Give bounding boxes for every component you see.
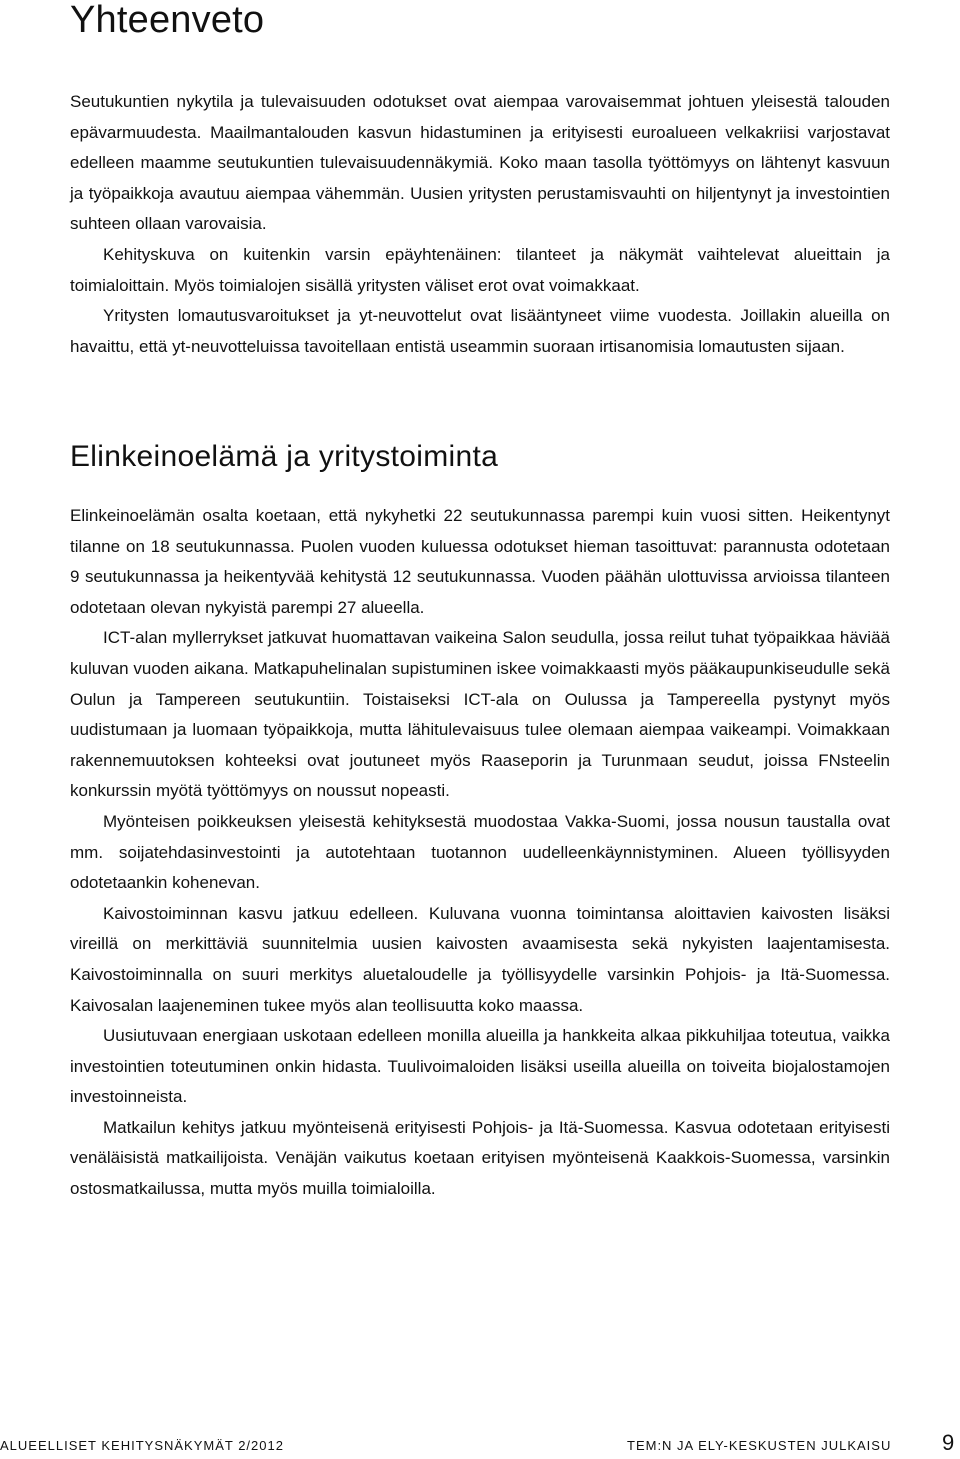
section-paragraph: Matkailun kehitys jatkuu myönteisenä erityisesti Pohjois- ja Itä-Suomessa. Kasvua odotetaan erityisesti venäläisistä matkailijoista. Venäjän vaikutus koetaan erityisen myönteisenä Kaakkois-Suomessa, varsinkin ostosmatkailussa, mutta myös muilla toimialoilla. [70,1117,890,1199]
page-title: Yhteenveto [70,0,265,41]
section-paragraph: ICT-alan myllerrykset jatkuvat huomattavan vaikeina Salon seudulla, jossa reilut tuhat työpaikkaa häviää kuluvan vuoden aikana. Matkapuhelinalan supistuminen iskee voimakkaasti myös pääkaupunkiseudulle sekä Oulun ja Tampereen seutukuntiin. Toistaiseksi ICT-ala on Oulussa ja Tampereella pystynyt myös uudistumaan ja luomaan työpaikkoja, mutta lähitulevaisuus tulee olemaan aiempaa vaikeampi. Voimakkaan rakennemuutoksen kohteeksi ovat joutuneet myös Raaseporin ja Turunmaan seudut, joissa FNsteelin konkurssin myötä työttömyys on noussut nopeasti. [70,628,890,801]
page-number: 9 [942,1430,955,1455]
section-paragraph: Myönteisen poikkeuksen yleisestä kehityksestä muodostaa Vakka-Suomi, jossa nousun taustalla ovat mm. soijatehdasinvestointi ja autotehtaan tuotannon uudelleenkäynnistyminen. Alueen työllisyyden odotetaankin kohenevan. [70,811,890,893]
section-paragraph: Kaivostoiminnan kasvu jatkuu edelleen. Kuluvana vuonna toimintansa aloittavien kaivosten lisäksi vireillä on merkittäviä suunnitelmia uusien kaivosten avaamisesta sekä nykyisten laajentamisesta. Kaivostoiminnalla on suuri merkitys aluetaloudelle ja työllisyydelle varsinkin Pohjois- ja Itä-Suomessa. Kaivosalan laajeneminen tukee myös alan teollisuutta koko maassa. [70,903,890,1015]
summary-paragraph: Yritysten lomautusvaroitukset ja yt-neuvottelut ovat lisääntyneet viime vuodesta. Joillakin alueilla on havaittu, että yt-neuvotteluissa tavoitellaan entistä useammin suoraan irtisanomisia lomautusten sijaan. [70,306,890,356]
footer-publisher: TEM:N JA ELY-KESKUSTEN JULKAISU [627,1438,892,1453]
summary-paragraph: Seutukuntien nykytila ja tulevaisuuden odotukset ovat aiempaa varovaisemmat johtuen yleisestä talouden epävarmuudesta. Maailmantalouden kasvun hidastuminen ja erityisesti euroalueen velkakriisi varjostavat edelleen maamme seutukuntien tulevaisuudennäkymiä. Koko maan tasolla työttömyys on lähtenyt kasvuun ja työpaikkoja avautuu aiempaa vähemmän. Uusien yritysten perustamisvauhti on hiljentynyt ja investointien suhteen ollaan varovaisia. [70,92,890,234]
footer-publication-title: ALUEELLISET KEHITYSNÄKYMÄT 2/2012 [0,1438,284,1453]
section-paragraph: Uusiutuvaan energiaan uskotaan edelleen monilla alueilla ja hankkeita alkaa pikkuhiljaa toteutua, vaikka investointien toteutuminen onkin hidasta. Tuulivoimaloiden lisäksi useilla alueilla on toiveita biojalostamojen investoinneista. [70,1026,890,1107]
summary-text [70,87,890,362]
summary-paragraph: Kehityskuva on kuitenkin varsin epäyhtenäinen: tilanteet ja näkymät vaihtelevat alueittain ja toimialoittain. Myös toimialojen sisällä yritysten väliset erot ovat voimakkaat. [70,244,890,295]
section-paragraph: Elinkeinoelämän osalta koetaan, että nykyhetki 22 seutukunnassa parempi kuin vuosi sitten. Heikentynyt tilanne on 18 seutukunnassa. Puolen vuoden kuluessa odotukset hieman tasoittuvat: parannusta odotetaan 9 seutukunnassa ja heikentyvää kehitystä 12 seutukunnassa. Vuoden päähän ulottuvissa arvioissa tilanteen odotetaan olevan nykyistä parempi 27 alueella. [70,506,890,617]
section-text [70,501,890,1205]
section-heading: Elinkeinoelämä ja yritystoiminta [70,440,499,473]
